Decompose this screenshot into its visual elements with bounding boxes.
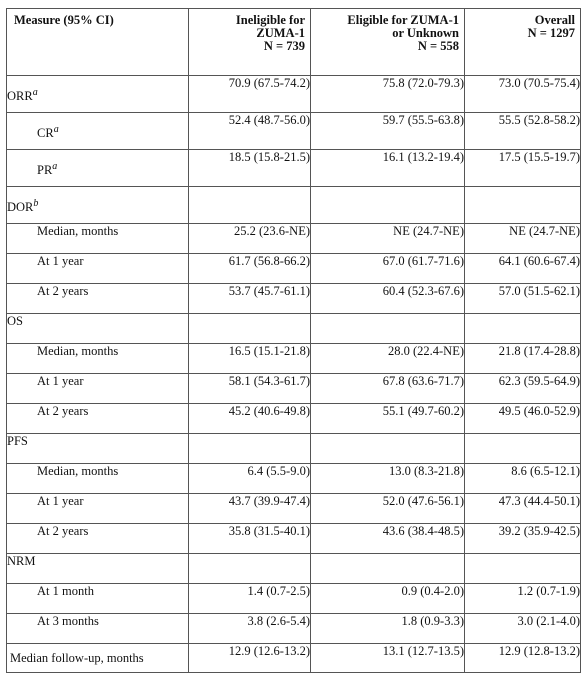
cell-eligible: 43.6 (38.4-48.5) — [311, 524, 465, 554]
cell-eligible: 59.7 (55.5-63.8) — [311, 113, 465, 150]
row-label: At 2 years — [7, 404, 189, 434]
cell-eligible: 52.0 (47.6-56.1) — [311, 494, 465, 524]
cell-overall: 39.2 (35.9-42.5) — [465, 524, 581, 554]
cell-overall: 1.2 (0.7-1.9) — [465, 584, 581, 614]
cell-overall: 57.0 (51.5-62.1) — [465, 284, 581, 314]
cell-eligible — [311, 434, 465, 464]
cell-ineligible: 45.2 (40.6-49.8) — [189, 404, 311, 434]
row-label: Median, months — [7, 224, 189, 254]
cell-eligible: 13.0 (8.3-21.8) — [311, 464, 465, 494]
header-overall — [465, 9, 581, 76]
table-row — [7, 314, 581, 344]
cell-overall: 8.6 (6.5-12.1) — [465, 464, 581, 494]
cell-overall: 49.5 (46.0-52.9) — [465, 404, 581, 434]
cell-ineligible: 61.7 (56.8-66.2) — [189, 254, 311, 284]
cell-overall: NE (24.7-NE) — [465, 224, 581, 254]
cell-overall: 64.1 (60.6-67.4) — [465, 254, 581, 284]
row-label: ORR$^a$ — [7, 76, 189, 113]
table-row — [7, 644, 581, 673]
cell-overall: 62.3 (59.5-64.9) — [465, 374, 581, 404]
header-overall-line1: Overall — [534, 13, 575, 27]
cell-ineligible: 70.9 (67.5-74.2) — [189, 76, 311, 113]
cell-overall: 73.0 (70.5-75.4) — [465, 76, 581, 113]
cell-ineligible — [189, 434, 311, 464]
table-row — [7, 554, 581, 584]
cell-eligible: 16.1 (13.2-19.4) — [311, 150, 465, 187]
table-row — [7, 524, 581, 554]
cell-eligible: 0.9 (0.4-2.0) — [311, 584, 465, 614]
header-eligible-line2: or Unknown — [392, 26, 459, 40]
table-row — [7, 374, 581, 404]
cell-ineligible: 43.7 (39.9-47.4) — [189, 494, 311, 524]
cell-overall — [465, 434, 581, 464]
cell-eligible: NE (24.7-NE) — [311, 224, 465, 254]
table-row — [7, 284, 581, 314]
cell-overall: 12.9 (12.8-13.2) — [465, 644, 581, 673]
table-row — [7, 150, 581, 187]
row-label: Median, months — [7, 344, 189, 374]
table-row — [7, 224, 581, 254]
header-ineligible-line1: Ineligible for — [235, 13, 305, 27]
cell-ineligible: 35.8 (31.5-40.1) — [189, 524, 311, 554]
row-label: Median follow-up, months — [7, 644, 189, 673]
row-label: Median, months — [7, 464, 189, 494]
cell-overall — [465, 314, 581, 344]
cell-eligible: 1.8 (0.9-3.3) — [311, 614, 465, 644]
cell-ineligible: 3.8 (2.6-5.4) — [189, 614, 311, 644]
cell-overall: 55.5 (52.8-58.2) — [465, 113, 581, 150]
cell-ineligible — [189, 554, 311, 584]
table-row — [7, 113, 581, 150]
cell-eligible — [311, 554, 465, 584]
table-row — [7, 344, 581, 374]
cell-ineligible: 16.5 (15.1-21.8) — [189, 344, 311, 374]
header-eligible — [311, 9, 465, 76]
cell-eligible: 28.0 (22.4-NE) — [311, 344, 465, 374]
cell-ineligible: 53.7 (45.7-61.1) — [189, 284, 311, 314]
cell-overall: 3.0 (2.1-4.0) — [465, 614, 581, 644]
table-row — [7, 584, 581, 614]
cell-overall: 47.3 (44.4-50.1) — [465, 494, 581, 524]
cell-eligible: 13.1 (12.7-13.5) — [311, 644, 465, 673]
cell-overall — [465, 187, 581, 224]
header-ineligible — [189, 9, 311, 76]
cell-ineligible: 58.1 (54.3-61.7) — [189, 374, 311, 404]
cell-overall: 21.8 (17.4-28.8) — [465, 344, 581, 374]
header-eligible-line1: Eligible for ZUMA-1 — [347, 13, 459, 27]
row-label: $CR^a$ — [7, 113, 189, 150]
header-measure: Measure (95% CI) — [7, 9, 189, 76]
header-overall-count: N = 1297 — [527, 26, 575, 40]
row-label: At 2 years — [7, 284, 189, 314]
cell-eligible — [311, 314, 465, 344]
row-label: At 1 month — [7, 584, 189, 614]
header-ineligible-count: N = 739 — [263, 39, 305, 53]
row-label: At 3 months — [7, 614, 189, 644]
cell-ineligible — [189, 314, 311, 344]
cell-ineligible — [189, 187, 311, 224]
cell-overall: 17.5 (15.5-19.7) — [465, 150, 581, 187]
row-label: At 2 years — [7, 524, 189, 554]
cell-eligible: 67.8 (63.6-71.7) — [311, 374, 465, 404]
header-eligible-count: N = 558 — [417, 39, 459, 53]
table-header-row — [7, 9, 581, 76]
row-label: NRM — [7, 554, 189, 584]
row-label: PFS — [7, 434, 189, 464]
row-label: At 1 year — [7, 374, 189, 404]
table-row — [7, 614, 581, 644]
cell-ineligible: 52.4 (48.7-56.0) — [189, 113, 311, 150]
row-label: At 1 year — [7, 494, 189, 524]
table-row — [7, 404, 581, 434]
table-row — [7, 187, 581, 224]
table-row — [7, 254, 581, 284]
table-row — [7, 434, 581, 464]
cell-ineligible: 18.5 (15.8-21.5) — [189, 150, 311, 187]
cell-overall — [465, 554, 581, 584]
cell-ineligible: 12.9 (12.6-13.2) — [189, 644, 311, 673]
row-label: DOR$^b$ — [7, 187, 189, 224]
table-row — [7, 76, 581, 113]
cell-ineligible: 1.4 (0.7-2.5) — [189, 584, 311, 614]
cell-eligible: 67.0 (61.7-71.6) — [311, 254, 465, 284]
header-ineligible-line2: ZUMA-1 — [256, 26, 305, 40]
row-label: OS — [7, 314, 189, 344]
cell-eligible — [311, 187, 465, 224]
cell-eligible: 60.4 (52.3-67.6) — [311, 284, 465, 314]
table-row — [7, 464, 581, 494]
cell-ineligible: 25.2 (23.6-NE) — [189, 224, 311, 254]
cell-eligible: 55.1 (49.7-60.2) — [311, 404, 465, 434]
table-row — [7, 494, 581, 524]
row-label: $PR^a$ — [7, 150, 189, 187]
cell-ineligible: 6.4 (5.5-9.0) — [189, 464, 311, 494]
row-label: At 1 year — [7, 254, 189, 284]
cell-eligible: 75.8 (72.0-79.3) — [311, 76, 465, 113]
outcomes-table — [6, 8, 581, 673]
